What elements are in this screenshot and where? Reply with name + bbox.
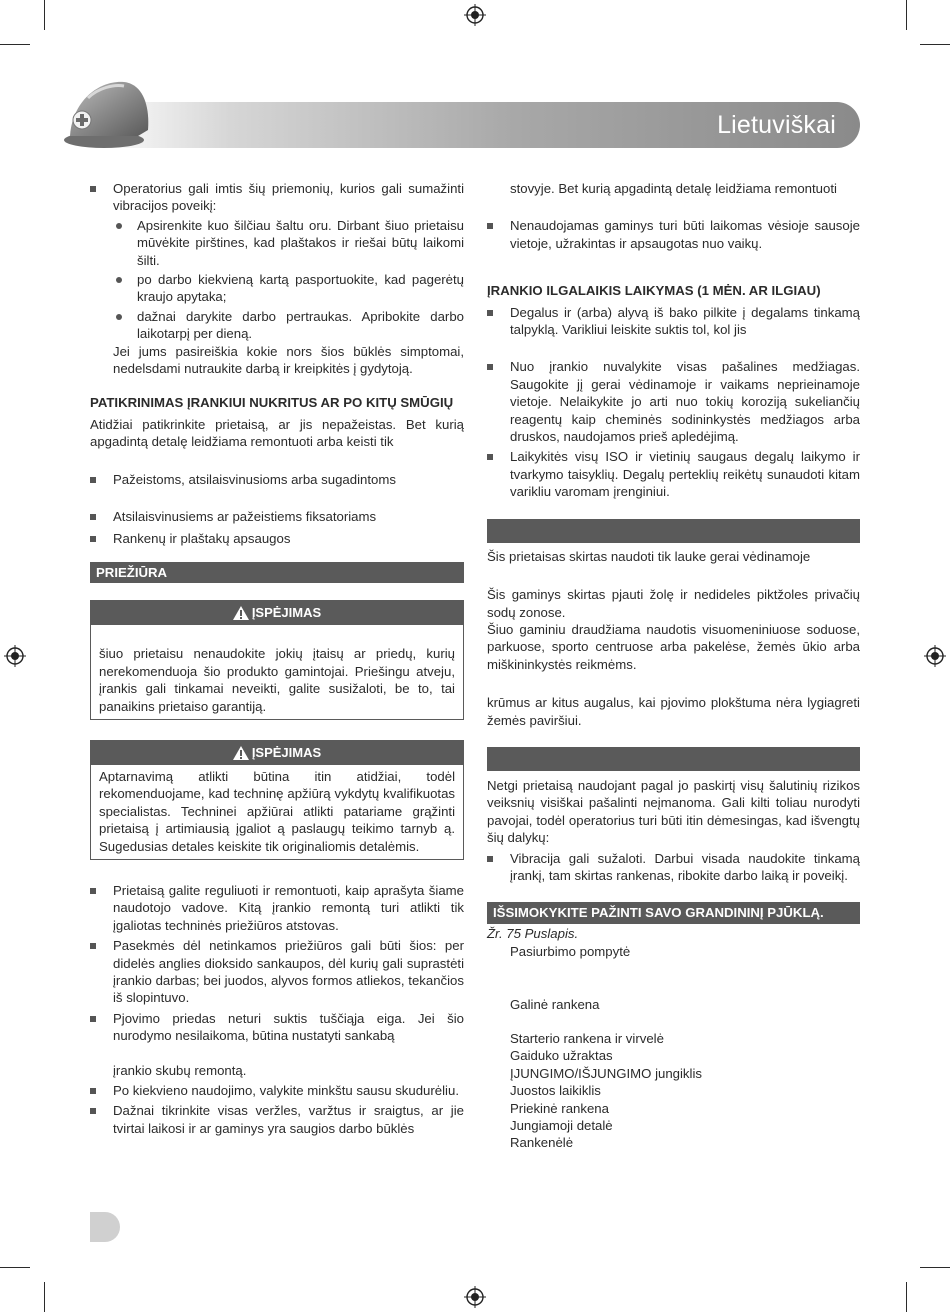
list-item: Prietaisą galite reguliuoti ir remontuoti, kaip aprašyta šiame naudotojo vadove. Kitą įrankio remontą turi atlikti tik įgaliotas techninės priežiūros atstovas. [90, 882, 464, 934]
list-item: Nuo įrankio nuvalykite visas pašalines medžiagas. Saugokite jį gerai vėdinamoje ir vaikams neprieinamoje vietoje. Nelaikykite jo arti nuo tokių koroziją sukeliančių reagentų kaip cheminės sodininkystės medžiagos arba druskos, naudojamos prieš apledėjimą. [487, 358, 860, 445]
vibration-sublist [113, 217, 464, 343]
storage-list [487, 217, 860, 252]
part-item: Galinė rankena [510, 996, 600, 1012]
warning-triangle-icon [233, 746, 249, 760]
part-item: Gaiduko užraktas [510, 1048, 613, 1064]
list-item: Degalus ir (arba) alyvą iš bako pilkite į degalams tinkamą talpyklą. Varikliui leiskite suktis tol, kol jis [487, 304, 860, 339]
registration-mark-icon [924, 645, 946, 667]
long-storage-list [487, 304, 860, 501]
part-item: Priekinė rankena [510, 1100, 609, 1116]
list-item: Pažeistoms, atsilaisvinusioms arba sugadintoms [90, 471, 464, 488]
registration-mark-icon [464, 4, 486, 26]
crop-mark [0, 1267, 30, 1268]
use-text: Šis prietaisas skirtas naudoti tik lauke gerai vėdinamoje [487, 548, 811, 564]
warning-header: ĮSPĖJIMAS [91, 741, 463, 765]
check-text: Atidžiai patikrinkite prietaisą, ar jis nepažeistas. Bet kurią apgadintą detalę leidžiama remontuoti arba keisti tik [90, 416, 464, 450]
language-header-bar [92, 102, 860, 148]
crop-mark [44, 1282, 45, 1312]
maintenance-continuation: įrankio skubų remontą. [113, 1062, 247, 1078]
risk-text: Netgi prietaisą naudojant pagal jo paskirtį visų šalutinių rizikos veiksnių visiškai pašalinti neįmanoma. Gali kilti toliau nurodyti pavojai, todėl operatorius turi būti itin dėmesingas, kad išvengtų šių dalykų: [487, 777, 860, 846]
intended-use-heading-bar [487, 519, 860, 543]
parts-list [487, 943, 860, 1152]
list-item: dažnai darykite darbo pertraukas. Apribokite darbo laikotarpį per dieną. [113, 308, 464, 343]
list-item: po darbo kiekvieną kartą pasportuokite, kad pagerėtų kraujo apytaka; [113, 271, 464, 306]
list-item: Dažnai tikrinkite visas veržles, varžtus ir sraigtus, ar jie tvirtai laikosi ir ar gaminys yra saugios darbo būklės [90, 1102, 464, 1137]
risk-list [487, 850, 860, 885]
part-item: Juostos laikiklis [510, 1083, 601, 1099]
long-storage-heading: ĮRANKIO ILGALAIKIS LAIKYMAS (1 MĖN. AR ILGIAU) [487, 283, 821, 299]
crop-mark [44, 0, 45, 30]
maintenance-heading: PRIEŽIŪRA [90, 562, 464, 583]
warning-box [90, 740, 464, 860]
warning-header: ĮSPĖJIMAS [91, 601, 463, 625]
safety-helmet-icon [58, 74, 158, 154]
warning-triangle-icon [233, 606, 249, 620]
warning-text: šiuo prietaisu nenaudokite jokių įtaisų ar priedų, kurių nerekomenduoja šio produkto gamintojai. Priešingu atveju, įrankis gali tinkamai neveikti, galite susižaloti, be to, tai panaikins prietaiso garantiją. [99, 646, 455, 714]
list-item: Apsirenkite kuo šilčiau šaltu oru. Dirbant šiuo prietaisu mūvėkite pirštines, kad plaštakos ir riešai būtų laikomi šilti. [113, 217, 464, 269]
continued-text: stovyje. Bet kurią apgadintą detalę leidžiama remontuoti [510, 181, 837, 196]
warning-text: Aptarnavimą atlikti būtina itin atidžiai, todėl rekomenduojame, kad techninę apžiūrą vykdytų kvalifikuotas specialistas. Techninei apžiūrai atlikti patariame grąžinti prietaisą į artimiausią įgaliot ą paslaugų teikimo tarnyb ą. Sugedusias detales keiskite tik originaliomis detalėmis. [99, 768, 455, 854]
check-heading: PATIKRINIMAS ĮRANKIUI NUKRITUS AR PO KITŲ SMŪGIŲ [90, 395, 454, 411]
part-item: ĮJUNGIMO/IŠJUNGIMO jungiklis [510, 1065, 702, 1081]
registration-mark-icon [464, 1286, 486, 1308]
know-your-saw-heading: IŠSIMOKYKITE PAŽINTI SAVO GRANDININĮ PJŪKLĄ. [487, 902, 860, 923]
list-item: Vibracija gali sužaloti. Darbui visada naudokite tinkamą įrankį, tam skirtas rankenas, ribokite darbo laiką ir poveikį. [487, 850, 860, 885]
list-item: Nenaudojamas gaminys turi būti laikomas vėsioje sausoje vietoje, užrakintas ir apsaugotas nuo vaikų. [487, 217, 860, 252]
list-item: Rankenų ir plaštakų apsaugos [90, 530, 464, 547]
warning-box [90, 600, 464, 720]
page-reference: Žr. 75 Puslapis. [487, 925, 579, 941]
vibration-note: Jei jums pasireiškia kokie nors šios būklės simptomai, nedelsdami nutraukite darbą ir kreipkitės į gydytoją. [113, 343, 464, 377]
list-item: Operatorius gali imtis šių priemonių, kurios gali sumažinti vibracijos poveikį: Apsirenkite kuo šilčiau šaltu oru. Dirbant šiuo prietaisu mūvėkite pirštines, kad plaštakos ir riešai būtų laikomi šilti. po darbo kiekvieną kartą pasportuokite, kad pagerėtų kraujo apytaka; dažnai darykite darbo pertraukas. Apribokite darbo laikotarpį per dieną. Jei jums pasireiškia kokie nors šios būklės simptomai, nedelsdami nutraukite darbą ir kreipkitės į gydytoją. [90, 180, 464, 377]
maintenance-list [90, 882, 464, 1137]
crop-mark [0, 44, 30, 45]
vibration-list [90, 180, 464, 377]
use-text: Šis gaminys skirtas pjauti žolę ir nedideles piktžoles privačių sodų zonose. [487, 587, 860, 620]
use-text: Šiuo gaminiu draudžiama naudotis visuomeniniuose soduose, parkuose, sporto centruose arba pakelėse, žemės ūkio arba miškininkystės reikmėms. [487, 621, 860, 672]
part-item: Rankenėlė [510, 1135, 574, 1151]
list-item: Laikykitės visų ISO ir vietinių saugaus degalų laikymo ir tvarkymo taisyklių. Degalų perteklių reikėtų sunaudoti kitam varikliu varomam įrenginiui. [487, 448, 860, 500]
right-column [487, 180, 860, 1152]
list-item: Po kiekvieno naudojimo, valykite minkštu sausu skudurėliu. [90, 1082, 464, 1099]
list-item: Pasekmės dėl netinkamos priežiūros gali būti šios: per didelės anglies dioksido sankaupos, dėl kurių gali suprastėti įrankio darbas; bei juodos, alyvos formos atliekos, tekančios iš slopintuvo. [90, 937, 464, 1007]
language-title: Lietuviškai [717, 111, 836, 139]
part-item: Jungiamoji detalė [510, 1118, 613, 1134]
crop-mark [920, 44, 950, 45]
left-column [90, 180, 464, 1137]
page-number-tab [90, 1212, 120, 1242]
list-item: Pjovimo priedas neturi suktis tuščiąja eiga. Jei šio nurodymo nesilaikoma, būtina nustatyti sankabą įrankio skubų remontą. [90, 1010, 464, 1079]
use-text: krūmus ar kitus augalus, kai pjovimo plokštuma nėra lygiagreti žemės paviršiui. [487, 695, 860, 728]
residual-risks-heading-bar [487, 747, 860, 771]
part-item: Starterio rankena ir virvelė [510, 1031, 664, 1046]
crop-mark [906, 0, 907, 30]
part-item: Pasiurbimo pompytė [510, 944, 631, 960]
registration-mark-icon [4, 645, 26, 667]
crop-mark [906, 1282, 907, 1312]
list-item: Atsilaisvinusiems ar pažeistiems fiksatoriams [90, 508, 464, 525]
crop-mark [920, 1267, 950, 1268]
check-list [90, 471, 464, 547]
